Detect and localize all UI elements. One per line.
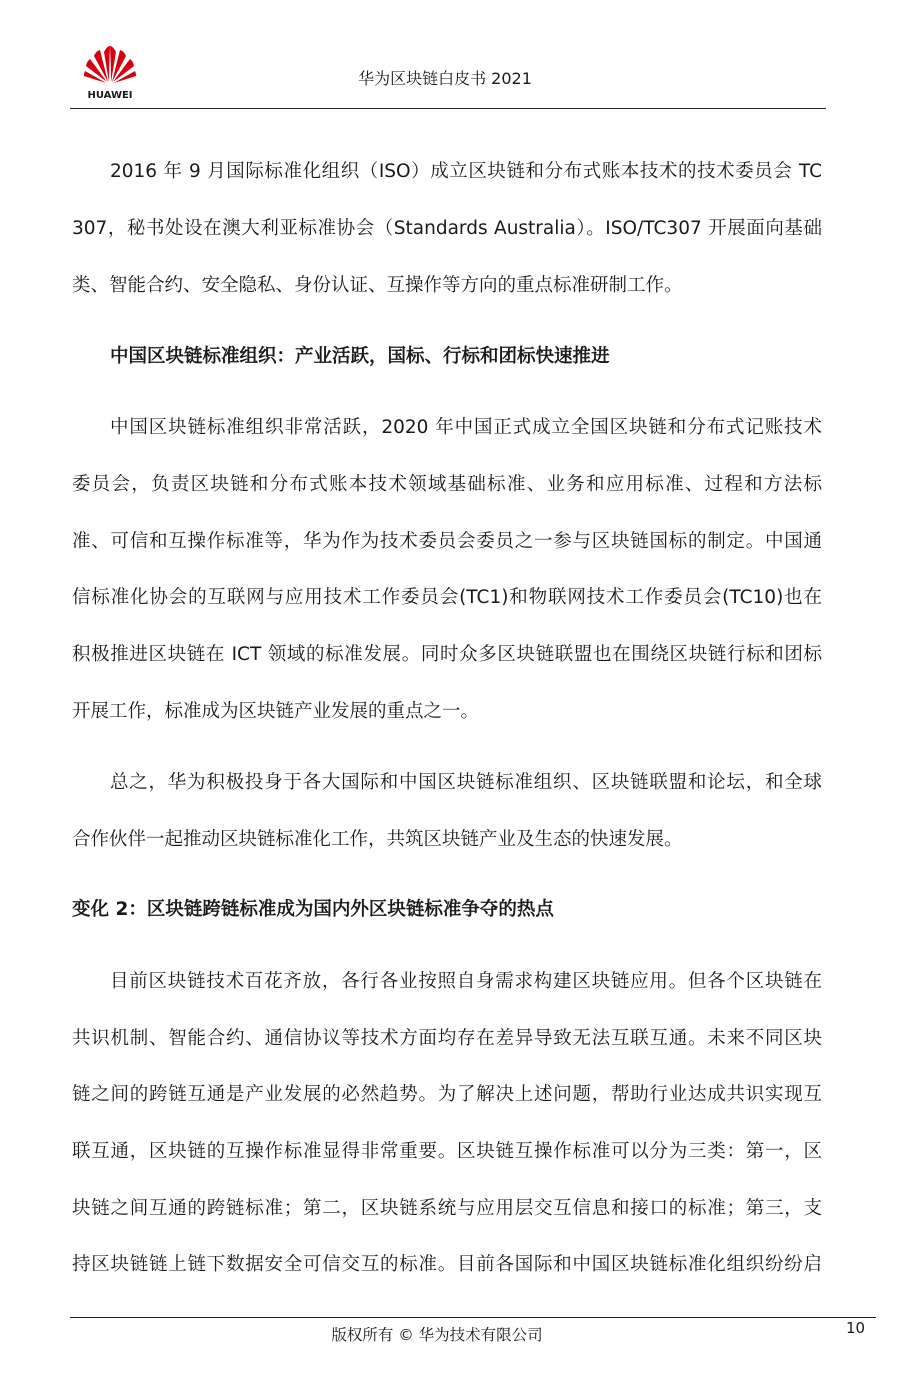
text-line: 目前区块链技术百花齐放，各行各业按照自身需求构建区块链应用。但各个区块链在 <box>110 971 822 992</box>
text-line: 信标准化协会的互联网与应用技术工作委员会(TC1)和物联网技术工作委员会(TC10)也在 <box>72 587 822 608</box>
text-line: 中国区块链标准组织非常活跃，2020 年中国正式成立全国区块链和分布式记账技术 <box>110 417 822 438</box>
text-line: 类、智能合约、安全隐私、身份认证、互操作等方向的重点标准研制工作。 <box>72 275 683 296</box>
section-heading: 变化 2：区块链跨链标准成为国内外区块链标准争夺的热点 <box>72 899 554 920</box>
document-header-title: 华为区块链白皮书 2021 <box>358 69 532 88</box>
text-line: 积极推进区块链在 ICT 领域的标准发展。同时众多区块链联盟也在围绕区块链行标和团标 <box>72 644 822 665</box>
header-divider <box>70 108 826 109</box>
footer-divider <box>70 1317 876 1318</box>
text-line: 总之，华为积极投身于各大国际和中国区块链标准组织、区块链联盟和论坛，和全球 <box>110 772 822 793</box>
text-line: 准、可信和互操作标准等，华为作为技术委员会委员之一参与区块链国标的制定。中国通 <box>72 531 822 552</box>
text-line: 联互通，区块链的互操作标准显得非常重要。区块链互操作标准可以分为三类：第一，区 <box>72 1141 822 1162</box>
text-line: 链之间的跨链互通是产业发展的必然趋势。为了解决上述问题，帮助行业达成共识实现互 <box>72 1084 822 1105</box>
section-heading: 中国区块链标准组织：产业活跃，国标、行标和团标快速推进 <box>110 346 610 367</box>
page-number: 10 <box>846 1319 866 1337</box>
text-line: 共识机制、智能合约、通信协议等技术方面均存在差异导致无法互联互通。未来不同区块 <box>72 1028 822 1049</box>
text-line: 块链之间互通的跨链标准；第二，区块链系统与应用层交互信息和接口的标准；第三，支 <box>72 1198 822 1219</box>
text-line: 合作伙伴一起推动区块链标准化工作，共筑区块链产业及生态的快速发展。 <box>72 829 683 850</box>
text-line: 307，秘书处设在澳大利亚标准协会（Standards Australia）。ISO/TC307 开展面向基础 <box>72 218 822 239</box>
text-line: 持区块链链上链下数据安全可信交互的标准。目前各国际和中国区块链标准化组织纷纷启 <box>72 1254 822 1275</box>
text-line: 开展工作，标准成为区块链产业发展的重点之一。 <box>72 701 480 722</box>
text-line: 2016 年 9 月国际标准化组织（ISO）成立区块链和分布式账本技术的技术委员会 TC <box>110 161 822 182</box>
text-line: 委员会，负责区块链和分布式账本技术领域基础标准、业务和应用标准、过程和方法标 <box>72 474 822 495</box>
footer-copyright: 版权所有 © 华为技术有限公司 <box>331 1326 543 1344</box>
logo-text: HUAWEI <box>87 90 133 101</box>
